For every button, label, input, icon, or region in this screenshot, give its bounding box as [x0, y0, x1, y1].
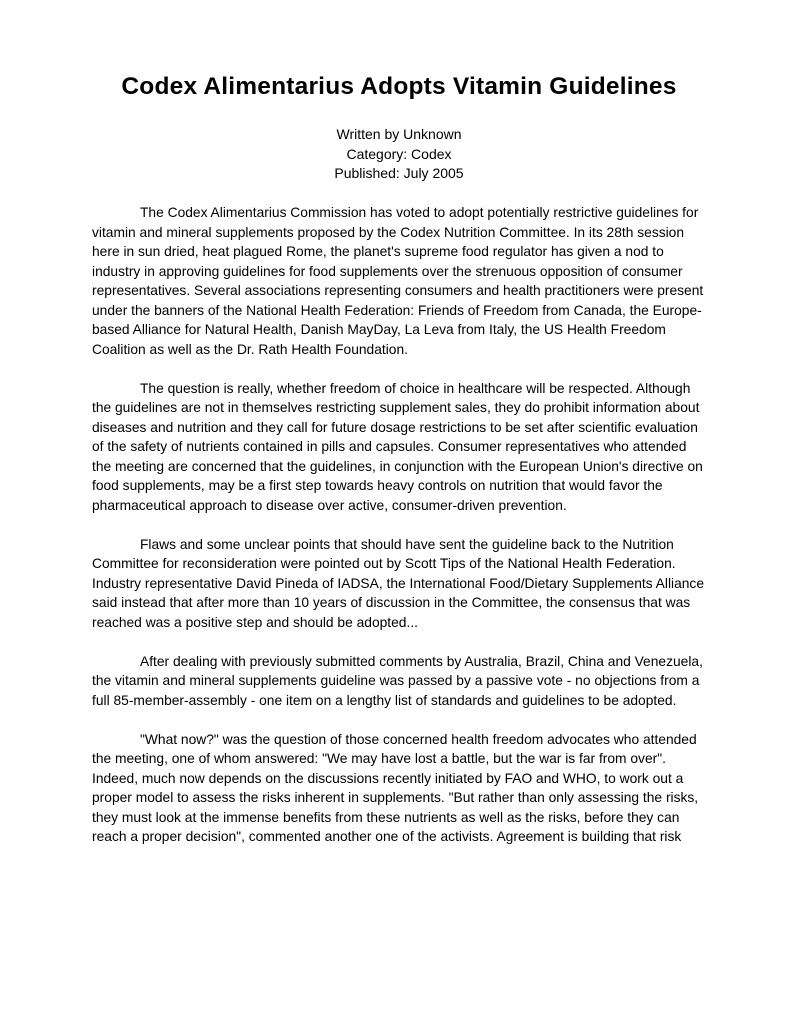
- paragraph: "What now?" was the question of those concerned health freedom advocates who attended the meeting, one of whom answered: "We may have lost a battle, but the war is far from over". Indeed, much now depends on the discussions recently initiated by FAO and WHO, to work out a proper model to assess the risks inherent in supplements. "But rather than only assessing the risks, they must look at the immense benefits from these nutrients as well as the risks, before they can reach a proper decision", commented another one of the activists. Agreement is building that risk: [92, 731, 699, 844]
- paragraph-continuation: Industry representative David Pineda of IADSA, the International Food/Dietary Supplements Alliance said instead that after more than 10 years of discussion in the Committee, the consensus that was reached was a positive step and should be adopted...: [92, 575, 705, 630]
- article-content: [92, 72, 706, 847]
- byline-published: Published: July 2005: [334, 165, 464, 181]
- byline-author: Written by Unknown: [336, 126, 462, 142]
- byline-category: Category: Codex: [346, 145, 452, 162]
- paragraph: After dealing with previously submitted comments by Australia, Brazil, China and Venezuela, the vitamin and mineral supplements guideline was passed by a passive vote - no objections from a full 85-member-assembly - one item on a lengthy list of standards and guidelines to be adopted.: [92, 653, 703, 708]
- byline: [92, 125, 706, 184]
- paragraph: The question is really, whether freedom of choice in healthcare will be respected. Although the guidelines are not in themselves restricting supplement sales, they do prohibit information about diseases and nutrition and they call for future dosage restrictions to be set after scientific evaluation of the safety of nutrients contained in pills and capsules. Consumer representatives who attended the meeting are concerned that the guidelines, in conjunction with the European Union's directive on food supplements, may be a first step towards heavy controls on nutrition that would favor the pharmaceutical approach to disease over active, consumer-driven prevention.: [92, 380, 703, 513]
- article-body: [92, 203, 706, 847]
- paragraph: The Codex Alimentarius Commission has voted to adopt potentially restrictive guidelines for vitamin and mineral supplements proposed by the Codex Nutrition Committee. In its 28th session here in sun dried, heat plagued Rome, the planet's supreme food regulator has given a nod to industry in approving guidelines for food supplements over the strenuous opposition of consumer representatives. Several associations representing consumers and health practitioners were present under the banners of the National Health Federation: Friends of Freedom from Canada, the Europe-based Alliance for Natural Health, Danish MayDay, La Leva from Italy, the US Health Freedom Coalition as well as the Dr. Rath Health Foundation.: [92, 205, 704, 357]
- paragraph: Flaws and some unclear points that should have sent the guideline back to the Nutrition Committee for reconsideration were pointed out by Scott Tips of the National Health Federation.: [92, 536, 676, 571]
- page-title: Codex Alimentarius Adopts Vitamin Guidelines: [121, 73, 677, 100]
